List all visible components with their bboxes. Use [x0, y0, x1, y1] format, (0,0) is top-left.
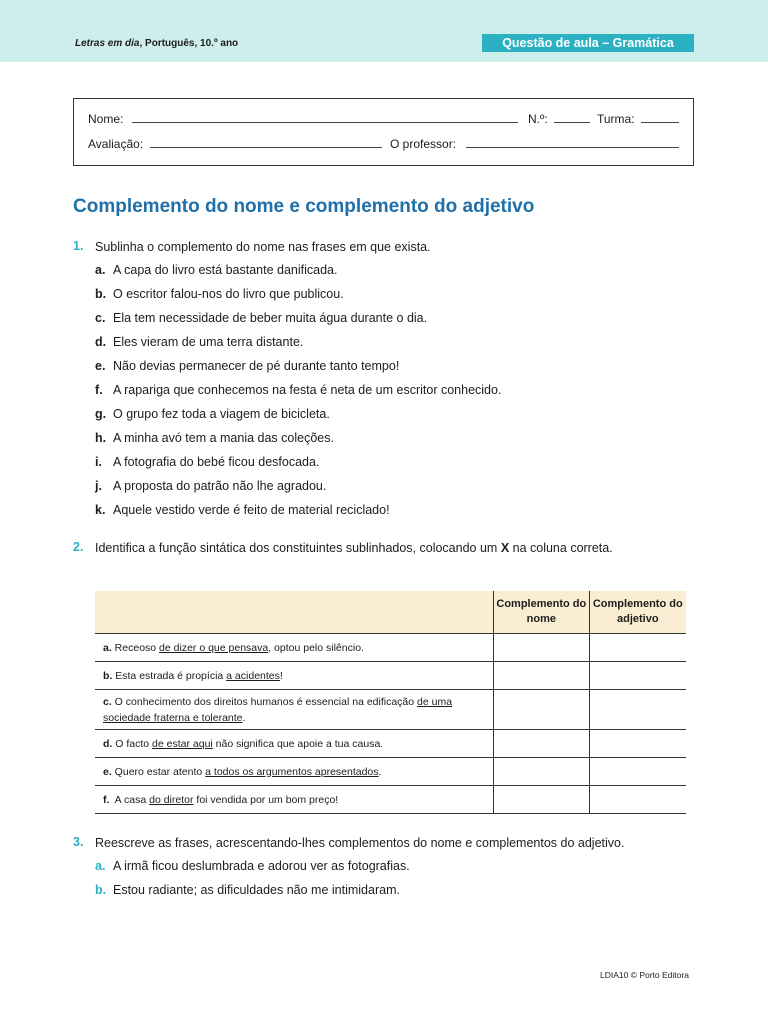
table-header-sentence — [95, 591, 494, 634]
list-item: h. A minha avó tem a mania das coleções. — [95, 431, 334, 445]
table-row — [95, 758, 686, 786]
student-id-box — [73, 98, 694, 166]
answer-cell-adjetivo[interactable] — [589, 690, 686, 730]
teacher-label: O professor: — [390, 137, 457, 151]
answer-cell-adjetivo[interactable] — [589, 662, 686, 690]
table-row — [95, 690, 686, 730]
list-item: e. Não devias permanecer de pé durante tanto tempo! — [95, 359, 400, 373]
name-label: Nome: — [88, 112, 124, 126]
list-item: g. O grupo fez toda a viagem de bicicleta. — [95, 407, 330, 421]
list-item: f. A rapariga que conhecemos na festa é neta de um escritor conhecido. — [95, 383, 502, 397]
list-item: a. A irmã ficou deslumbrada e adorou ver as fotografias. — [95, 859, 410, 873]
evaluation-label: Avaliação: — [88, 137, 144, 151]
table-row — [95, 786, 686, 814]
answer-table — [95, 591, 686, 814]
question-number: 2. — [73, 540, 84, 554]
answer-cell-nome[interactable] — [494, 758, 589, 786]
table-header-complemento-adjetivo: Complemento do adjetivo — [589, 591, 686, 634]
list-item: d. Eles vieram de uma terra distante. — [95, 335, 304, 349]
teacher-field[interactable] — [466, 147, 679, 148]
number-label: N.º: — [528, 112, 548, 126]
header-bar — [0, 0, 768, 62]
table-row — [95, 634, 686, 662]
list-item: i. A fotografia do bebé ficou desfocada. — [95, 455, 320, 469]
book-title: Letras em dia, Português, 10.º ano — [75, 38, 239, 49]
list-item: b. Estou radiante; as dificuldades não me intimidaram. — [95, 883, 400, 897]
list-item: c. Ela tem necessidade de beber muita água durante o dia. — [95, 311, 428, 325]
table-cell-sentence: a. Receoso de dizer o que pensava, optou pelo silêncio. — [95, 634, 494, 662]
answer-cell-nome[interactable] — [494, 730, 589, 758]
table-cell-sentence: c. O conhecimento dos direitos humanos é essencial na edificação de uma sociedade fraterna e tolerante. — [95, 690, 494, 730]
question-number: 1. — [73, 239, 84, 253]
list-item: b. O escritor falou-nos do livro que publicou. — [95, 287, 344, 301]
footer-copyright: LDIA10 © Porto Editora — [600, 970, 689, 980]
answer-cell-nome[interactable] — [494, 634, 589, 662]
table-header-row — [95, 591, 686, 634]
question-text: Reescreve as frases, acrescentando-lhes complementos do nome e complementos do adjetivo. — [95, 836, 625, 850]
answer-cell-adjetivo[interactable] — [589, 634, 686, 662]
page-title: Complemento do nome e complemento do adjetivo — [73, 196, 535, 217]
list-item: j. A proposta do patrão não lhe agradou. — [95, 479, 327, 493]
list-item: a. A capa do livro está bastante danificada. — [95, 263, 338, 277]
answer-cell-adjetivo[interactable] — [589, 786, 686, 814]
class-field[interactable] — [641, 122, 679, 123]
list-item: k. Aquele vestido verde é feito de material reciclado! — [95, 503, 390, 517]
question-number: 3. — [73, 835, 84, 849]
section-tag: Questão de aula – Gramática — [482, 34, 694, 52]
number-field[interactable] — [554, 122, 590, 123]
table-row — [95, 730, 686, 758]
table-header-complemento-nome: Complemento do nome — [494, 591, 589, 634]
evaluation-field[interactable] — [150, 147, 382, 148]
answer-cell-adjetivo[interactable] — [589, 758, 686, 786]
table-cell-sentence: f. A casa do diretor foi vendida por um bom preço! — [95, 786, 494, 814]
answer-cell-nome[interactable] — [494, 662, 589, 690]
answer-cell-adjetivo[interactable] — [589, 730, 686, 758]
class-label: Turma: — [597, 112, 635, 126]
table-row — [95, 662, 686, 690]
table-cell-sentence: e. Quero estar atento a todos os argumentos apresentados. — [95, 758, 494, 786]
question-text: Sublinha o complemento do nome nas frases em que exista. — [95, 240, 431, 254]
table-cell-sentence: d. O facto de estar aqui não significa que apoie a tua causa. — [95, 730, 494, 758]
answer-cell-nome[interactable] — [494, 786, 589, 814]
name-field[interactable] — [132, 122, 518, 123]
question-text: Identifica a função sintática dos constituintes sublinhados, colocando um X na coluna correta. — [95, 541, 613, 555]
table-cell-sentence: b. Esta estrada é propícia a acidentes! — [95, 662, 494, 690]
answer-cell-nome[interactable] — [494, 690, 589, 730]
